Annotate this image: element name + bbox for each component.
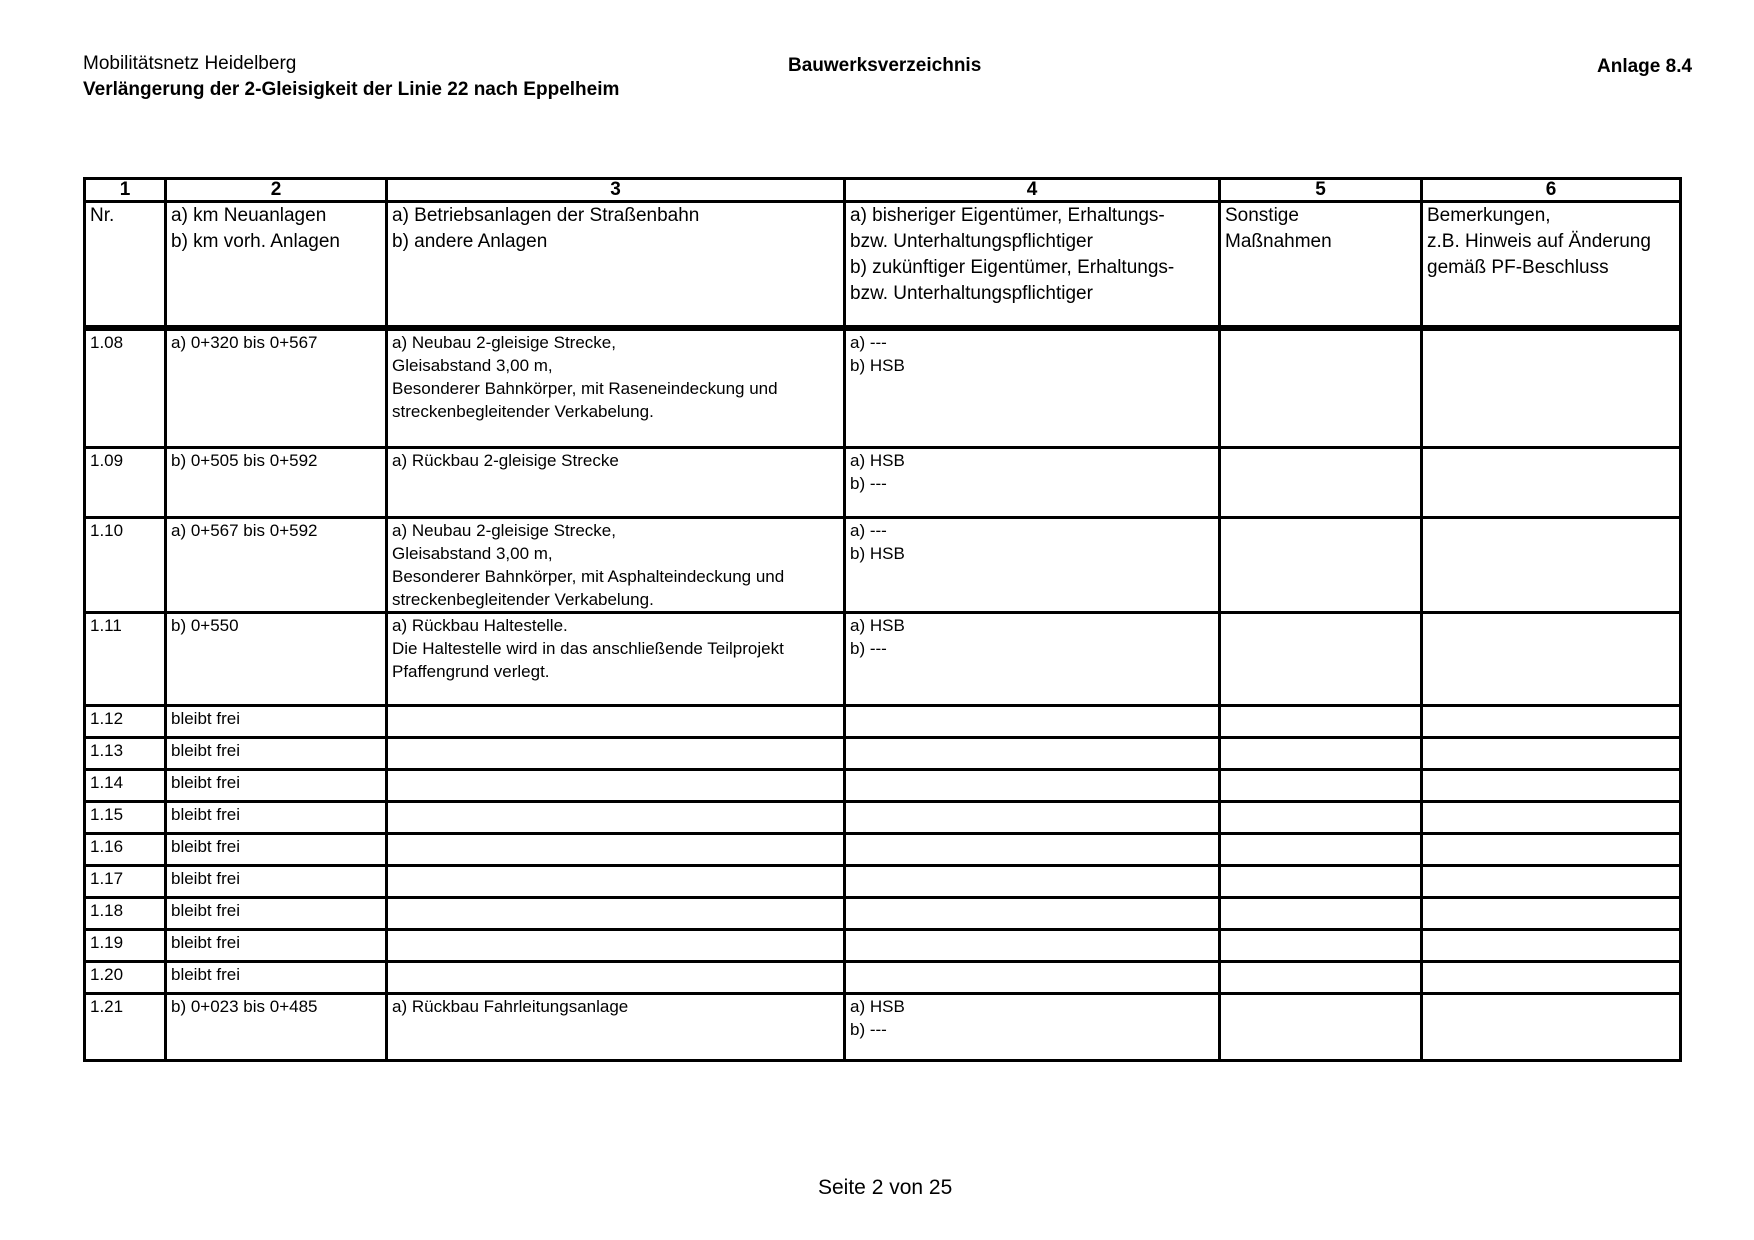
anlagen-cell	[387, 834, 845, 866]
eigentuemer-cell	[845, 962, 1220, 994]
bemerkungen-cell	[1422, 738, 1681, 770]
header-line: Bemerkungen,	[1427, 205, 1551, 226]
eigentuemer-cell	[845, 994, 1220, 1061]
organization-name: Mobilitätsnetz Heidelberg	[83, 53, 297, 74]
cell-line: streckenbegleitender Verkabelung.	[392, 402, 654, 421]
cell-line: a) Rückbau 2-gleisige Strecke	[392, 451, 619, 470]
cell-line: b) HSB	[850, 544, 905, 563]
table-row	[85, 706, 1681, 738]
table-row	[85, 802, 1681, 834]
eigentuemer-cell	[845, 770, 1220, 802]
nr-cell: 1.13	[85, 738, 166, 770]
table-row	[85, 448, 1681, 518]
cell-line: Die Haltestelle wird in das anschließende Teilprojekt	[392, 639, 784, 658]
cell-line: Gleisabstand 3,00 m,	[392, 356, 553, 375]
anlagen-cell	[387, 962, 845, 994]
nr-cell: 1.12	[85, 706, 166, 738]
km-cell	[166, 770, 387, 802]
nr-cell: 1.20	[85, 962, 166, 994]
header-line: a) bisheriger Eigentümer, Erhaltungs-	[850, 205, 1165, 226]
eigentuemer-cell	[845, 518, 1220, 613]
bemerkungen-cell	[1422, 898, 1681, 930]
structure-register-table	[83, 177, 1682, 1062]
table-row	[85, 866, 1681, 898]
anlagen-cell	[387, 328, 845, 448]
nr-cell: 1.09	[85, 448, 166, 518]
table-body	[85, 328, 1681, 1061]
header-line: gemäß PF-Beschluss	[1427, 257, 1609, 278]
header-line: Maßnahmen	[1225, 231, 1332, 252]
header-line: Nr.	[90, 205, 115, 226]
eigentuemer-cell	[845, 613, 1220, 706]
column-number: 1	[85, 179, 166, 202]
massnahmen-cell	[1220, 706, 1422, 738]
cell-line: b) 0+505 bis 0+592	[171, 451, 318, 470]
massnahmen-cell	[1220, 802, 1422, 834]
cell-line: a) 0+320 bis 0+567	[171, 333, 318, 352]
anlagen-cell	[387, 738, 845, 770]
cell-line: a) HSB	[850, 616, 905, 635]
nr-cell: 1.18	[85, 898, 166, 930]
header-line: bzw. Unterhaltungspflichtiger	[850, 231, 1093, 252]
nr-cell: 1.21	[85, 994, 166, 1061]
nr-cell: 1.14	[85, 770, 166, 802]
header-line: a) Betriebsanlagen der Straßenbahn	[392, 205, 700, 226]
table-row	[85, 962, 1681, 994]
eigentuemer-cell	[845, 866, 1220, 898]
header-line: b) andere Anlagen	[392, 231, 548, 252]
bemerkungen-cell	[1422, 328, 1681, 448]
massnahmen-cell	[1220, 328, 1422, 448]
massnahmen-cell	[1220, 930, 1422, 962]
eigentuemer-cell	[845, 802, 1220, 834]
header-line: b) zukünftiger Eigentümer, Erhaltungs-	[850, 257, 1175, 278]
document-title: Bauwerksverzeichnis	[788, 55, 982, 76]
cell-line: bleibt frei	[171, 837, 240, 856]
nr-cell: 1.15	[85, 802, 166, 834]
eigentuemer-cell	[845, 328, 1220, 448]
nr-cell: 1.08	[85, 328, 166, 448]
anlagen-cell	[387, 866, 845, 898]
bemerkungen-cell	[1422, 994, 1681, 1061]
eigentuemer-cell	[845, 930, 1220, 962]
cell-line: bleibt frei	[171, 965, 240, 984]
eigentuemer-cell	[845, 738, 1220, 770]
cell-line: Pfaffengrund verlegt.	[392, 662, 550, 681]
km-cell	[166, 866, 387, 898]
cell-line: a) ---	[850, 333, 887, 352]
table-row	[85, 518, 1681, 613]
bemerkungen-cell	[1422, 770, 1681, 802]
km-cell	[166, 898, 387, 930]
column-header-row	[85, 202, 1681, 329]
table-row	[85, 738, 1681, 770]
header-line: a) km Neuanlagen	[171, 205, 327, 226]
page-number: Seite 2 von 25	[818, 1176, 953, 1199]
km-cell	[166, 613, 387, 706]
table-row	[85, 613, 1681, 706]
cell-line: streckenbegleitender Verkabelung.	[392, 590, 654, 609]
eigentuemer-cell	[845, 448, 1220, 518]
table-row	[85, 898, 1681, 930]
table-row	[85, 834, 1681, 866]
table-row	[85, 770, 1681, 802]
header-line: b) km vorh. Anlagen	[171, 231, 340, 252]
cell-line: a) Neubau 2-gleisige Strecke,	[392, 333, 616, 352]
massnahmen-cell	[1220, 898, 1422, 930]
anlagen-cell	[387, 448, 845, 518]
km-cell	[166, 518, 387, 613]
massnahmen-cell	[1220, 448, 1422, 518]
header-line: bzw. Unterhaltungspflichtiger	[850, 283, 1093, 304]
bemerkungen-cell	[1422, 613, 1681, 706]
header-line: z.B. Hinweis auf Änderung	[1427, 231, 1651, 252]
cell-line: a) Neubau 2-gleisige Strecke,	[392, 521, 616, 540]
bemerkungen-cell	[1422, 930, 1681, 962]
km-cell	[166, 328, 387, 448]
km-cell	[166, 994, 387, 1061]
bemerkungen-cell	[1422, 706, 1681, 738]
eigentuemer-cell	[845, 706, 1220, 738]
anlagen-cell	[387, 706, 845, 738]
bemerkungen-cell	[1422, 518, 1681, 613]
header-massnahmen	[1220, 202, 1422, 329]
bemerkungen-cell	[1422, 802, 1681, 834]
cell-line: bleibt frei	[171, 901, 240, 920]
header-km	[166, 202, 387, 329]
nr-cell: 1.11	[85, 613, 166, 706]
eigentuemer-cell	[845, 898, 1220, 930]
km-cell	[166, 962, 387, 994]
column-number-row	[85, 179, 1681, 202]
cell-line: bleibt frei	[171, 933, 240, 952]
cell-line: bleibt frei	[171, 709, 240, 728]
bemerkungen-cell	[1422, 962, 1681, 994]
header-nr	[85, 202, 166, 329]
cell-line: a) Rückbau Fahrleitungsanlage	[392, 997, 629, 1016]
massnahmen-cell	[1220, 994, 1422, 1061]
cell-line: b) 0+023 bis 0+485	[171, 997, 318, 1016]
cell-line: a) 0+567 bis 0+592	[171, 521, 318, 540]
bemerkungen-cell	[1422, 448, 1681, 518]
cell-line: Gleisabstand 3,00 m,	[392, 544, 553, 563]
anlagen-cell	[387, 930, 845, 962]
cell-line: bleibt frei	[171, 869, 240, 888]
cell-line: bleibt frei	[171, 741, 240, 760]
cell-line: Besonderer Bahnkörper, mit Asphalteindeckung und	[392, 567, 785, 586]
header-anlagen	[387, 202, 845, 329]
cell-line: bleibt frei	[171, 773, 240, 792]
anlagen-cell	[387, 518, 845, 613]
table-row	[85, 328, 1681, 448]
header-bemerkungen	[1422, 202, 1681, 329]
cell-line: b) ---	[850, 474, 887, 493]
massnahmen-cell	[1220, 613, 1422, 706]
nr-cell: 1.10	[85, 518, 166, 613]
cell-line: a) Rückbau Haltestelle.	[392, 616, 568, 635]
cell-line: b) ---	[850, 639, 887, 658]
column-number: 5	[1220, 179, 1422, 202]
nr-cell: 1.19	[85, 930, 166, 962]
cell-line: a) HSB	[850, 451, 905, 470]
header-line: Sonstige	[1225, 205, 1299, 226]
table-row	[85, 994, 1681, 1061]
column-number: 4	[845, 179, 1220, 202]
km-cell	[166, 802, 387, 834]
cell-line: b) HSB	[850, 356, 905, 375]
anlagen-cell	[387, 802, 845, 834]
anlagen-cell	[387, 770, 845, 802]
cell-line: b) 0+550	[171, 616, 239, 635]
nr-cell: 1.16	[85, 834, 166, 866]
table-row	[85, 930, 1681, 962]
cell-line: a) ---	[850, 521, 887, 540]
column-number: 3	[387, 179, 845, 202]
bemerkungen-cell	[1422, 866, 1681, 898]
cell-line: Besonderer Bahnkörper, mit Raseneindeckung und	[392, 379, 778, 398]
massnahmen-cell	[1220, 962, 1422, 994]
column-number: 6	[1422, 179, 1681, 202]
bemerkungen-cell	[1422, 834, 1681, 866]
eigentuemer-cell	[845, 834, 1220, 866]
massnahmen-cell	[1220, 518, 1422, 613]
attachment-label: Anlage 8.4	[1597, 56, 1693, 77]
header-eigentuemer	[845, 202, 1220, 329]
massnahmen-cell	[1220, 738, 1422, 770]
column-number: 2	[166, 179, 387, 202]
nr-cell: 1.17	[85, 866, 166, 898]
km-cell	[166, 738, 387, 770]
anlagen-cell	[387, 898, 845, 930]
project-title: Verlängerung der 2-Gleisigkeit der Linie 22 nach Eppelheim	[83, 79, 620, 100]
massnahmen-cell	[1220, 770, 1422, 802]
cell-line: a) HSB	[850, 997, 905, 1016]
anlagen-cell	[387, 994, 845, 1061]
anlagen-cell	[387, 613, 845, 706]
km-cell	[166, 930, 387, 962]
cell-line: b) ---	[850, 1020, 887, 1039]
km-cell	[166, 448, 387, 518]
km-cell	[166, 706, 387, 738]
massnahmen-cell	[1220, 866, 1422, 898]
cell-line: bleibt frei	[171, 805, 240, 824]
km-cell	[166, 834, 387, 866]
massnahmen-cell	[1220, 834, 1422, 866]
